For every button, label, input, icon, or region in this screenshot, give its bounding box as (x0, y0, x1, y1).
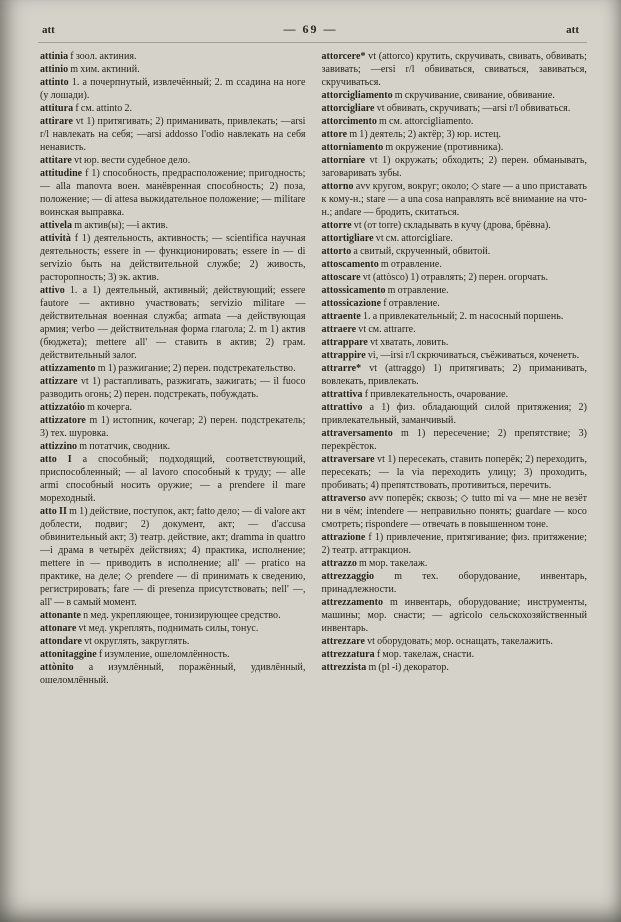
headword: attrezzamento (321, 597, 384, 608)
headword: attizzatore (40, 415, 86, 426)
dictionary-entry: attività f 1) деятельность, активность; — scientifica научная деятельность; essere in — функционировать; essere in — di servizio быть на действительной службе; 2) живость, расторопность; 3) эк. актив. (40, 233, 306, 283)
dictionary-entry: attizzino m потатчик, сводник. (40, 441, 171, 452)
headword: attonante (40, 610, 82, 621)
header-keyword-left: att (42, 24, 55, 36)
headword: attorcimento (321, 116, 377, 127)
headword: attrazzo (321, 558, 357, 569)
headword: attore (321, 129, 348, 140)
dictionary-entry: attrazione f 1) привлечение, притягивание; физ. притяжение; 2) театр. аттракцион. (321, 532, 587, 556)
headword: attizzatóio (40, 402, 85, 413)
headword: attrarre* (321, 363, 362, 374)
headword: attorno (321, 181, 354, 192)
running-head (38, 0, 587, 43)
headword: attrattiva (321, 389, 363, 400)
dictionary-entry: attrazzo m мор. такелаж. (321, 558, 428, 569)
headword: attrazione (321, 532, 366, 543)
headword: attitare (40, 155, 72, 166)
headword: attrezzaggio (321, 571, 375, 582)
dictionary-entry: attrezzatura f мор. такелаж, снасти. (321, 649, 475, 660)
headword: attrattivo (321, 402, 363, 413)
headword: attizzino (40, 441, 78, 452)
headword: attorto (321, 246, 352, 257)
headword: attitura (40, 103, 74, 114)
dictionary-entry: attizzatóio m кочерга. (40, 402, 133, 413)
dictionary-entry: attrattiva f привлекательность, очарование. (321, 389, 509, 400)
headword: attirare (40, 116, 73, 127)
dictionary-entry: attorcigliamento m скручивание, свивание, обвивание. (321, 90, 555, 101)
headword: attraversamento (321, 428, 393, 439)
dictionary-entry: attossicazione f отравление. (321, 298, 440, 309)
dictionary-entry: attinio m хим. актиний. (40, 64, 140, 75)
headword: attitudine (40, 168, 83, 179)
headword: attònito (40, 662, 74, 673)
headword: attizzare (40, 376, 78, 387)
page-number: — 69 — (283, 22, 338, 36)
dictionary-entry: attrappire vi, —irsi r/l скрючиваться, съёживаться, коченеть. (321, 350, 580, 361)
headword: attossicazione (321, 298, 382, 309)
dictionary-entry: attorniamento m окружение (противника). (321, 142, 504, 153)
headword: atto II (40, 506, 67, 517)
dictionary-entry: attirare vt 1) притягивать; 2) приманивать, привлекать; —arsi r/l навлекать на себя; —arsi addosso l'odio навлекать на себя ненависть. (40, 116, 306, 153)
dictionary-entry: attortigliare vt см. attorcigliare. (321, 233, 453, 244)
headword: attinio (40, 64, 69, 75)
dictionary-entry: attraente 1. a привлекательный; 2. m насосный поршень. (321, 311, 564, 322)
dictionary-entry: attorto a свитый, скрученный, обвитой. (321, 246, 491, 257)
dictionary-entry: attondare vt округлять, закруглять. (40, 636, 190, 647)
headword: attivo (40, 285, 65, 296)
headword: attossicamento (321, 285, 386, 296)
dictionary-entry: attitare vt юр. вести судебное дело. (40, 155, 191, 166)
headword: attraversare (321, 454, 375, 465)
dictionary-entry: attraere vt см. attrarre. (321, 324, 416, 335)
dictionary-entry: attrezzista m (pl -i) декоратор. (321, 662, 449, 673)
headword: attrezzista (321, 662, 367, 673)
headword: attivela (40, 220, 73, 231)
dictionary-entry: attossicamento m отравление. (321, 285, 449, 296)
dictionary-entry: attoscare vt (attòsco) 1) отравлять; 2) перен. огорчать. (321, 272, 549, 283)
headword: attinto (40, 77, 69, 88)
dictionary-entry: attonante n мед. укрепляющее, тонизирующее средство. (40, 610, 281, 621)
dictionary-entry: attizzare vt 1) растапливать, разжигать, зажигать; — il fuoco разводить огонь; 2) перен. подстрекать, побуждать. (40, 376, 306, 400)
dictionary-entry: attizzatore m 1) истопник, кочегар; 2) перен. подстрекатель; 3) тех. шуровка. (40, 415, 306, 439)
dictionary-entry: attorniare vt 1) окружать; обходить; 2) перен. обманывать, заговаривать зубы. (321, 155, 587, 179)
dictionary-entry: attivo 1. a 1) деятельный, активный; действующий; essere fautore — активно участвовать; servizio militare — действительная военная служба; armata —a действующая армия; verbo — действительная форма глагола; 2. m 1) актив (бюджета); mettere all' — ставить в актив; 2) грам. действительный залог. (40, 285, 306, 361)
dictionary-entry: atto I a способный; подходящий, соответствующий, приспособленный; — al lavoro способный к труду; — alle armi способный носить оружие; — a prendere il mare мореходный. (40, 454, 306, 504)
headword: attoscare (321, 272, 361, 283)
headword: attraente (321, 311, 361, 322)
headword: attorniamento (321, 142, 384, 153)
dictionary-entry: attrattivo a 1) физ. обладающий силой притяжения; 2) привлекательный, заманчивый. (321, 402, 587, 426)
dictionary-entry: attorcere* vt (attorco) крутить, скручивать, свивать, обвивать; завивать; —ersi r/l обвиваться, свиваться, завиваться, скручиваться. (321, 51, 587, 88)
headword: attraere (321, 324, 357, 335)
headword: attrappire (321, 350, 366, 361)
dictionary-entry: atto II m 1) действие, поступок, акт; fatto дело; — di valore акт доблести, подвиг; 2) документ, акт; — d'accusa обвинительный акт; 3) театр. действие, акт; dramma in quattro —i драма в четырёх действиях; 4) практика, исполнение; mettere in — приводить в исполнение; all' — pratico на практике, на деле; ◇ prendere — di принимать к сведению, регистрировать; fare — di presenza присутствовать; nell' —, all' — в самый момент. (40, 506, 306, 608)
headword: attrezzare (321, 636, 365, 647)
dictionary-entry: attonitaggine f изумление, ошеломлённость. (40, 649, 230, 660)
dictionary-entry: attrappare vt хватать, ловить. (321, 337, 449, 348)
dictionary-entry: attinto 1. a почерпнутый, извлечённый; 2. m ссадина на ноге (у лошади). (40, 77, 306, 101)
dictionary-entry: attrezzaggio m тех. оборудование, инвентарь, принадлежности. (321, 571, 587, 595)
dictionary-entry: attinia f зоол. актиния. (40, 51, 137, 62)
headword: attortigliare (321, 233, 374, 244)
dictionary-entry: attitura f см. attinto 2. (40, 103, 133, 114)
headword: attorcere* (321, 51, 366, 62)
dictionary-entry: attrezzare vt оборудовать; мор. оснащать, такелажить. (321, 636, 553, 647)
dictionary-entry: attore m 1) деятель; 2) актёр; 3) юр. истец. (321, 129, 502, 140)
header-keyword-right: att (566, 24, 579, 36)
dictionary-entry: attonare vt мед. укреплять, поднимать силы, тонус. (40, 623, 259, 634)
dictionary-entry: attraversare vt 1) пересекать, ставить поперёк; 2) переходить, пересекать; — la via переходить улицу; 3) проходить, пробивать; 4) препятствовать, противиться, перечить. (321, 454, 587, 491)
headword: attorcigliare (321, 103, 375, 114)
headword: attorniare (321, 155, 366, 166)
dictionary-entry: attrezzamento m инвентарь, оборудование; инструменты, машины; мор. снасти; — agricolo сельскохозяйственный инвентарь. (321, 597, 587, 634)
dictionary-entry: attizzamento m 1) разжигание; 2) перен. подстрекательство. (40, 363, 296, 374)
dictionary-entry: attorcimento m см. attorcigliamento. (321, 116, 474, 127)
headword: attrezzatura (321, 649, 375, 660)
dictionary-entry: attraversamento m 1) пересечение; 2) препятствие; 3) перекрёсток. (321, 428, 587, 452)
dictionary-entry: attitudine f 1) способность, предрасположение; пригодность; — alla manovra воен. манёвренная способность; 2) поза, положение; — di attesa выжидательное положение; — militare воинская выправка. (40, 168, 306, 218)
headword: attonare (40, 623, 77, 634)
dictionary-entry: attorno avv кругом, вокруг; около; ◇ stare — a uno приставать к кому-н.; stare — a una cosa направлять всё внимание на что-н.; andare — бродить, скитаться. (321, 181, 587, 218)
dictionary-entry: attoscamento m отравление. (321, 259, 442, 270)
column-right (322, 50, 588, 687)
headword: attorre (321, 220, 352, 231)
headword: attraverso (321, 493, 366, 504)
column-left (40, 50, 306, 687)
dictionary-entry: attivela m актив(ы); —i актив. (40, 220, 168, 231)
headword: attonitaggine (40, 649, 97, 660)
dictionary-entry: attrarre* vt (attraggo) 1) притягивать; 2) приманивать, вовлекать, привлекать. (321, 363, 587, 387)
headword: attoscamento (321, 259, 379, 270)
headword: attorcigliamento (321, 90, 393, 101)
text-columns (0, 43, 621, 687)
headword: attività (40, 233, 71, 244)
headword: attizzamento (40, 363, 96, 374)
dictionary-entry: attraverso avv поперёк; сквозь; ◇ tutto mi va — мне не везёт ни в чём; intendere — неправильно понять; guardare — косо смотреть; rispondere — отвечать в повышенном тоне. (321, 493, 587, 530)
dictionary-entry: attorre vt (от torre) складывать в кучу (дрова, брёвна). (321, 220, 551, 231)
dictionary-entry: attònito a изумлённый, поражённый, удивлённый, ошеломлённый. (40, 662, 306, 686)
headword: atto I (40, 454, 72, 465)
headword: attinia (40, 51, 69, 62)
dictionary-entry: attorcigliare vt обвивать, скручивать; —arsi r/l обвиваться. (321, 103, 571, 114)
headword: attrappare (321, 337, 368, 348)
headword: attondare (40, 636, 82, 647)
